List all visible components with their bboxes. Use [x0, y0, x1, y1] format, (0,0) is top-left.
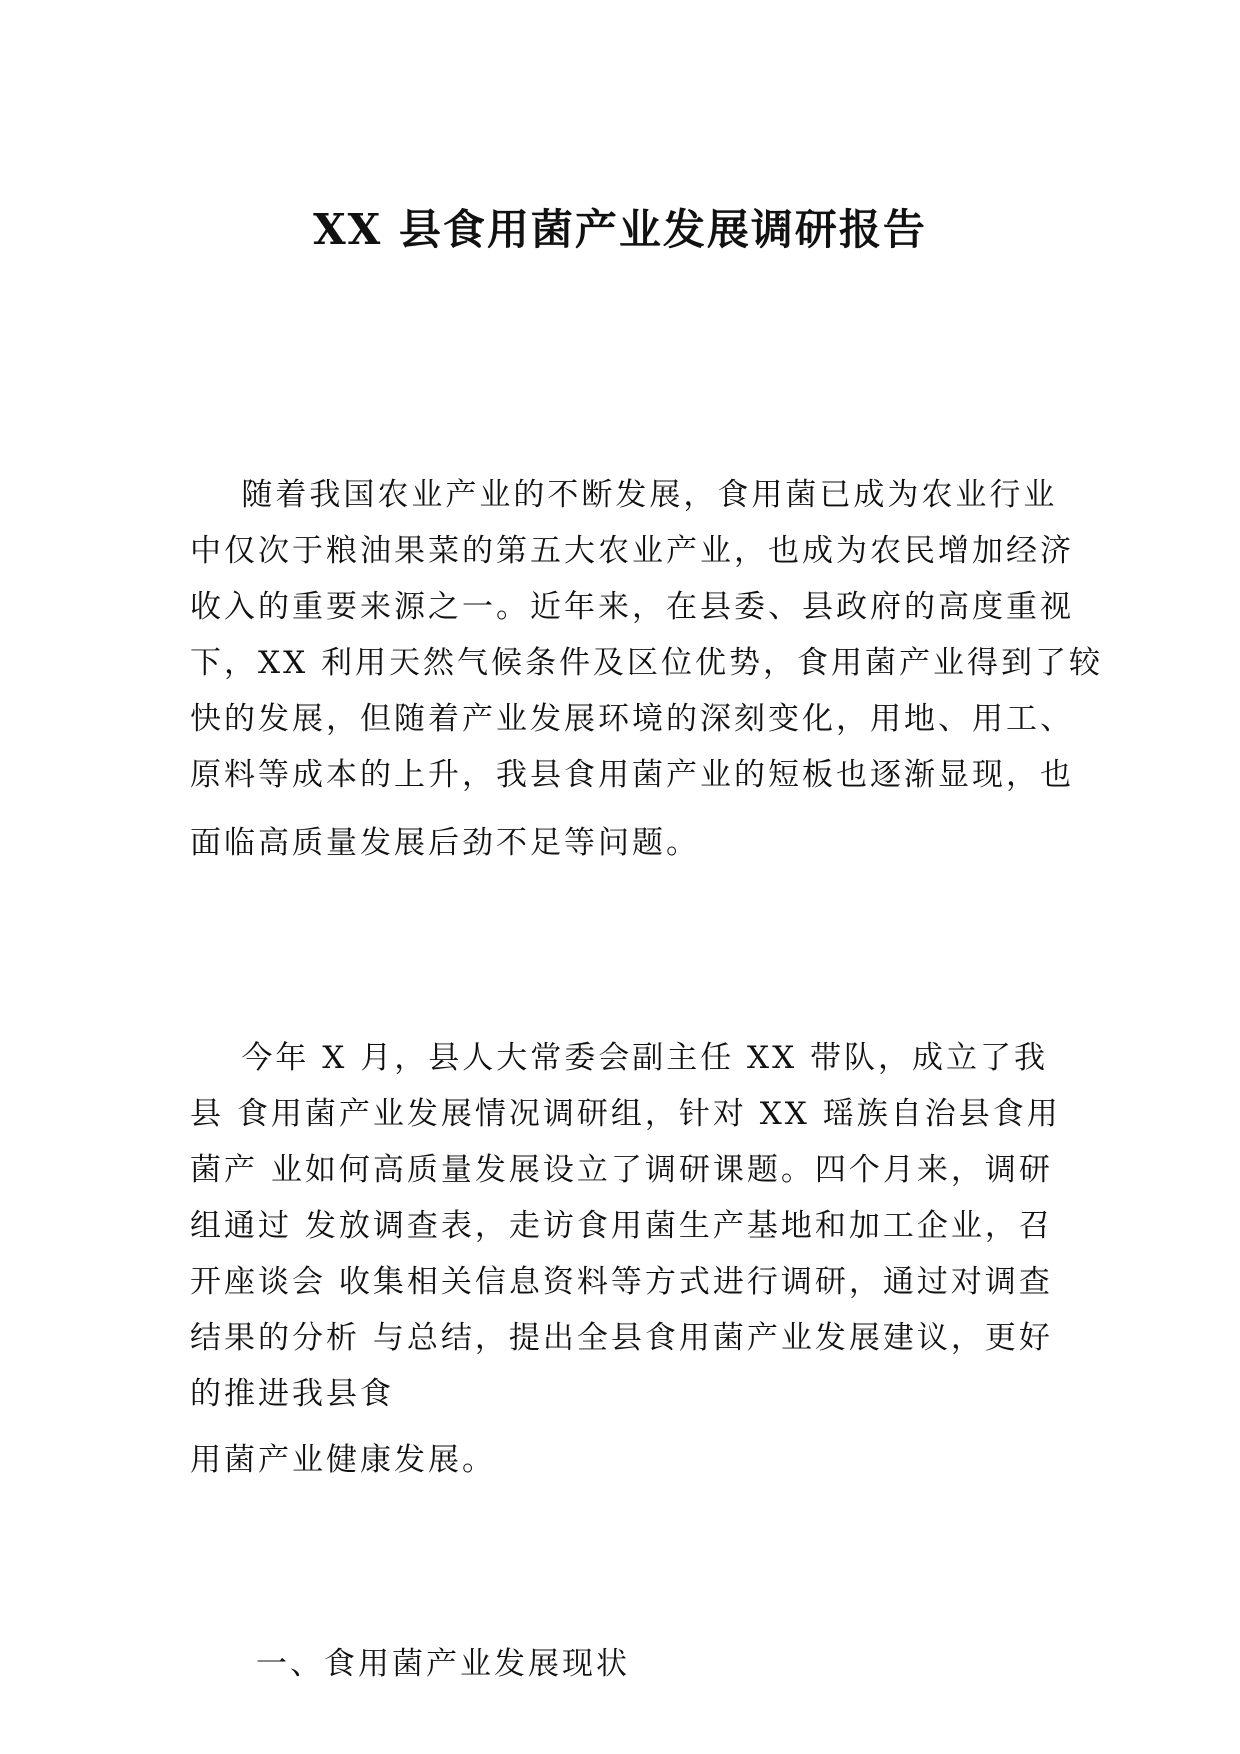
paragraph-line: 中仅次于粮油果菜的第五大农业产业，也成为农民增加经济 — [190, 533, 1074, 569]
paragraph-line: 原料等成本的上升，我县食用菌产业的短板也逐渐显现，也 — [190, 757, 1074, 793]
paragraph-line: 组通过 发放调查表，走访食用菌生产基地和加工企业，召 — [190, 1208, 1053, 1244]
paragraph-line: 菌产 业如何高质量发展设立了调研课题。四个月来，调研 — [190, 1152, 1053, 1188]
paragraph-line: 县 食用菌产业发展情况调研组，针对 XX 瑶族自治县食用 — [190, 1096, 1061, 1132]
paragraph-line: 开座谈会 收集相关信息资料等方式进行调研，通过对调查 — [190, 1264, 1053, 1300]
paragraph-line: 面临高质量发展后劲不足等问题。 — [190, 825, 700, 861]
paragraph-line: 结果的分析 与总结，提出全县食用菌产业发展建议，更好 — [190, 1320, 1053, 1356]
document-title: XX 县食用菌产业发展调研报告 — [313, 205, 927, 254]
paragraph-line: 快的发展，但随着产业发展环境的深刻变化，用地、用工、 — [190, 701, 1074, 737]
section-heading: 一、食用菌产业发展现状 — [256, 1646, 630, 1682]
paragraph-line: 下，XX 利用天然气候条件及区位优势，食用菌产业得到了较 — [190, 645, 1103, 681]
paragraph-line: 收入的重要来源之一。近年来，在县委、县政府的高度重视 — [190, 589, 1074, 625]
paragraph-line: 随着我国农业产业的不断发展，食用菌已成为农业行业 — [190, 477, 1058, 513]
paragraph-intro — [190, 467, 1103, 803]
paragraph-research-group — [190, 1030, 1070, 1422]
paragraph-line: 的推进我县食 — [190, 1376, 394, 1412]
paragraph-line: 今年 X 月，县人大常委会副主任 XX 带队，成立了我 — [190, 1040, 1049, 1076]
paragraph-line: 用菌产业健康发展。 — [190, 1442, 496, 1478]
